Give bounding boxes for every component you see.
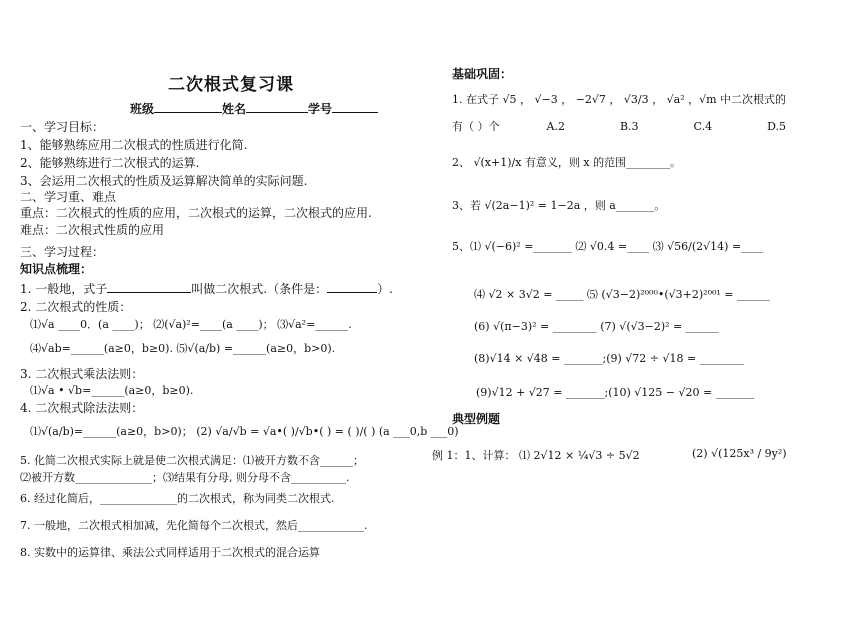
item-6: 6. 经过化简后，______________的二次根式，称为同类二次根式. <box>20 492 335 505</box>
item-4-heading: 4. 二次根式除法法则： <box>20 401 144 415</box>
page-title: 二次根式复习课 <box>168 75 294 95</box>
option-d[interactable]: D.5 <box>767 120 787 133</box>
item-2-line-2: ⑷√ab=______(a≥0，b≥0). ⑸√(a/b) =______(a≥0，b>0). <box>30 342 336 355</box>
question-1-line-1: 1. 在式子 √5 ， √−3 ， −2√7 ， √3/3 ， √a² ，√m 中二次根式的 <box>452 93 787 106</box>
question-1-line-2: 有（ ）个 A.2 B.3 C.4 D.5 <box>452 120 787 133</box>
question-5-row-5: (9)√12 + √27 = _______;(10) √125 − √20 = _______ <box>476 386 755 399</box>
student-info-row <box>130 100 378 117</box>
question-5-row-3: (6) √(π−3)² = ________ (7) √(√3−2)² = ______ <box>474 320 719 333</box>
option-b[interactable]: B.3 <box>619 120 639 133</box>
examples-heading: 典型例题 <box>452 412 501 426</box>
name-field[interactable] <box>246 101 308 113</box>
question-5-row-2: ⑷ √2 × 3√2 = _____ ⑸ (√3−2)²⁰⁰⁰•(√3+2)²⁰⁰¹ = ______ <box>474 288 771 301</box>
item-5-line-1: 5. 化简二次根式实际上就是使二次根式满足：⑴被开方数不含______； <box>20 454 364 467</box>
goal-3: 3、会运用二次根式的性质及运算解决简单的实际问题. <box>20 174 308 188</box>
item-3-heading: 3. 二次根式乘法法则： <box>20 367 144 381</box>
example-1-part-2: (2) √(125x³ / 9y²) <box>692 447 787 460</box>
name-label: 姓名 <box>222 102 247 116</box>
option-a[interactable]: A.2 <box>546 120 565 133</box>
item-5-line-2: ⑵被开方数______________；⑶结果有分母, 则分母不含__________. <box>20 471 350 484</box>
option-c[interactable]: C.4 <box>693 120 713 133</box>
knowledge-heading: 知识点梳理： <box>20 262 93 276</box>
class-field[interactable] <box>154 101 222 113</box>
item-1-condition-blank[interactable] <box>327 281 377 293</box>
number-field[interactable] <box>332 101 378 113</box>
class-label: 班级 <box>130 102 155 116</box>
basics-heading: 基础巩固： <box>452 67 513 81</box>
question-5-row-4: (8)√14 × √48 = _______;(9) √72 ÷ √18 = ________ <box>474 352 744 365</box>
item-1-blank[interactable] <box>107 281 191 293</box>
item-4-line: ⑴√(a/b)=______(a≥0，b>0)； (2) √a/√b = √a•( )/√b•( ) = ( )/( ) (a ___0,b ___0) <box>30 425 459 438</box>
item-8: 8. 实数中的运算律、乘法公式同样适用于二次根式的混合运算 <box>20 546 320 559</box>
item-1: 1. 一般地，式子 叫做二次根式.（条件是： ）. <box>20 282 393 296</box>
item-2-heading: 2. 二次根式的性质： <box>20 300 132 314</box>
goal-2: 2、能够熟练进行二次根式的运算. <box>20 156 200 170</box>
process-heading: 三、学习过程： <box>20 245 105 259</box>
question-2: 2、 √(x+1)/x 有意义，则 x 的范围________。 <box>452 156 682 169</box>
item-7: 7. 一般地，二次根式相加减，先化简每个二次根式，然后____________. <box>20 519 368 532</box>
item-2-line-1: ⑴√a ____0．(a ____)； ⑵(√a)²=____(a ____)； ⑶√a²=______. <box>30 318 352 331</box>
question-5-row-1: 5、⑴ √(−6)² =_______ ⑵ √0.4 =____ ⑶ √56/(2√14) =____ <box>452 240 764 253</box>
goals-heading: 一、学习目标： <box>20 120 105 134</box>
item-3-line: ⑴√a • √b=______(a≥0，b≥0). <box>30 384 194 397</box>
question-3: 3、若 √(2a−1)² = 1−2a ，则 a_______。 <box>452 199 666 212</box>
key-point: 重点：二次根式的性质的应用，二次根式的运算，二次根式的应用. <box>20 206 372 220</box>
goal-1: 1、能够熟练应用二次根式的性质进行化简. <box>20 138 248 152</box>
key-heading: 二、学习重、难点 <box>20 190 117 204</box>
number-label: 学号 <box>308 102 333 116</box>
example-1-part-1: 例 1：1、计算： ⑴ 2√12 × ¼√3 ÷ 5√2 <box>432 449 640 462</box>
difficulty-point: 难点：二次根式性质的应用 <box>20 223 165 237</box>
